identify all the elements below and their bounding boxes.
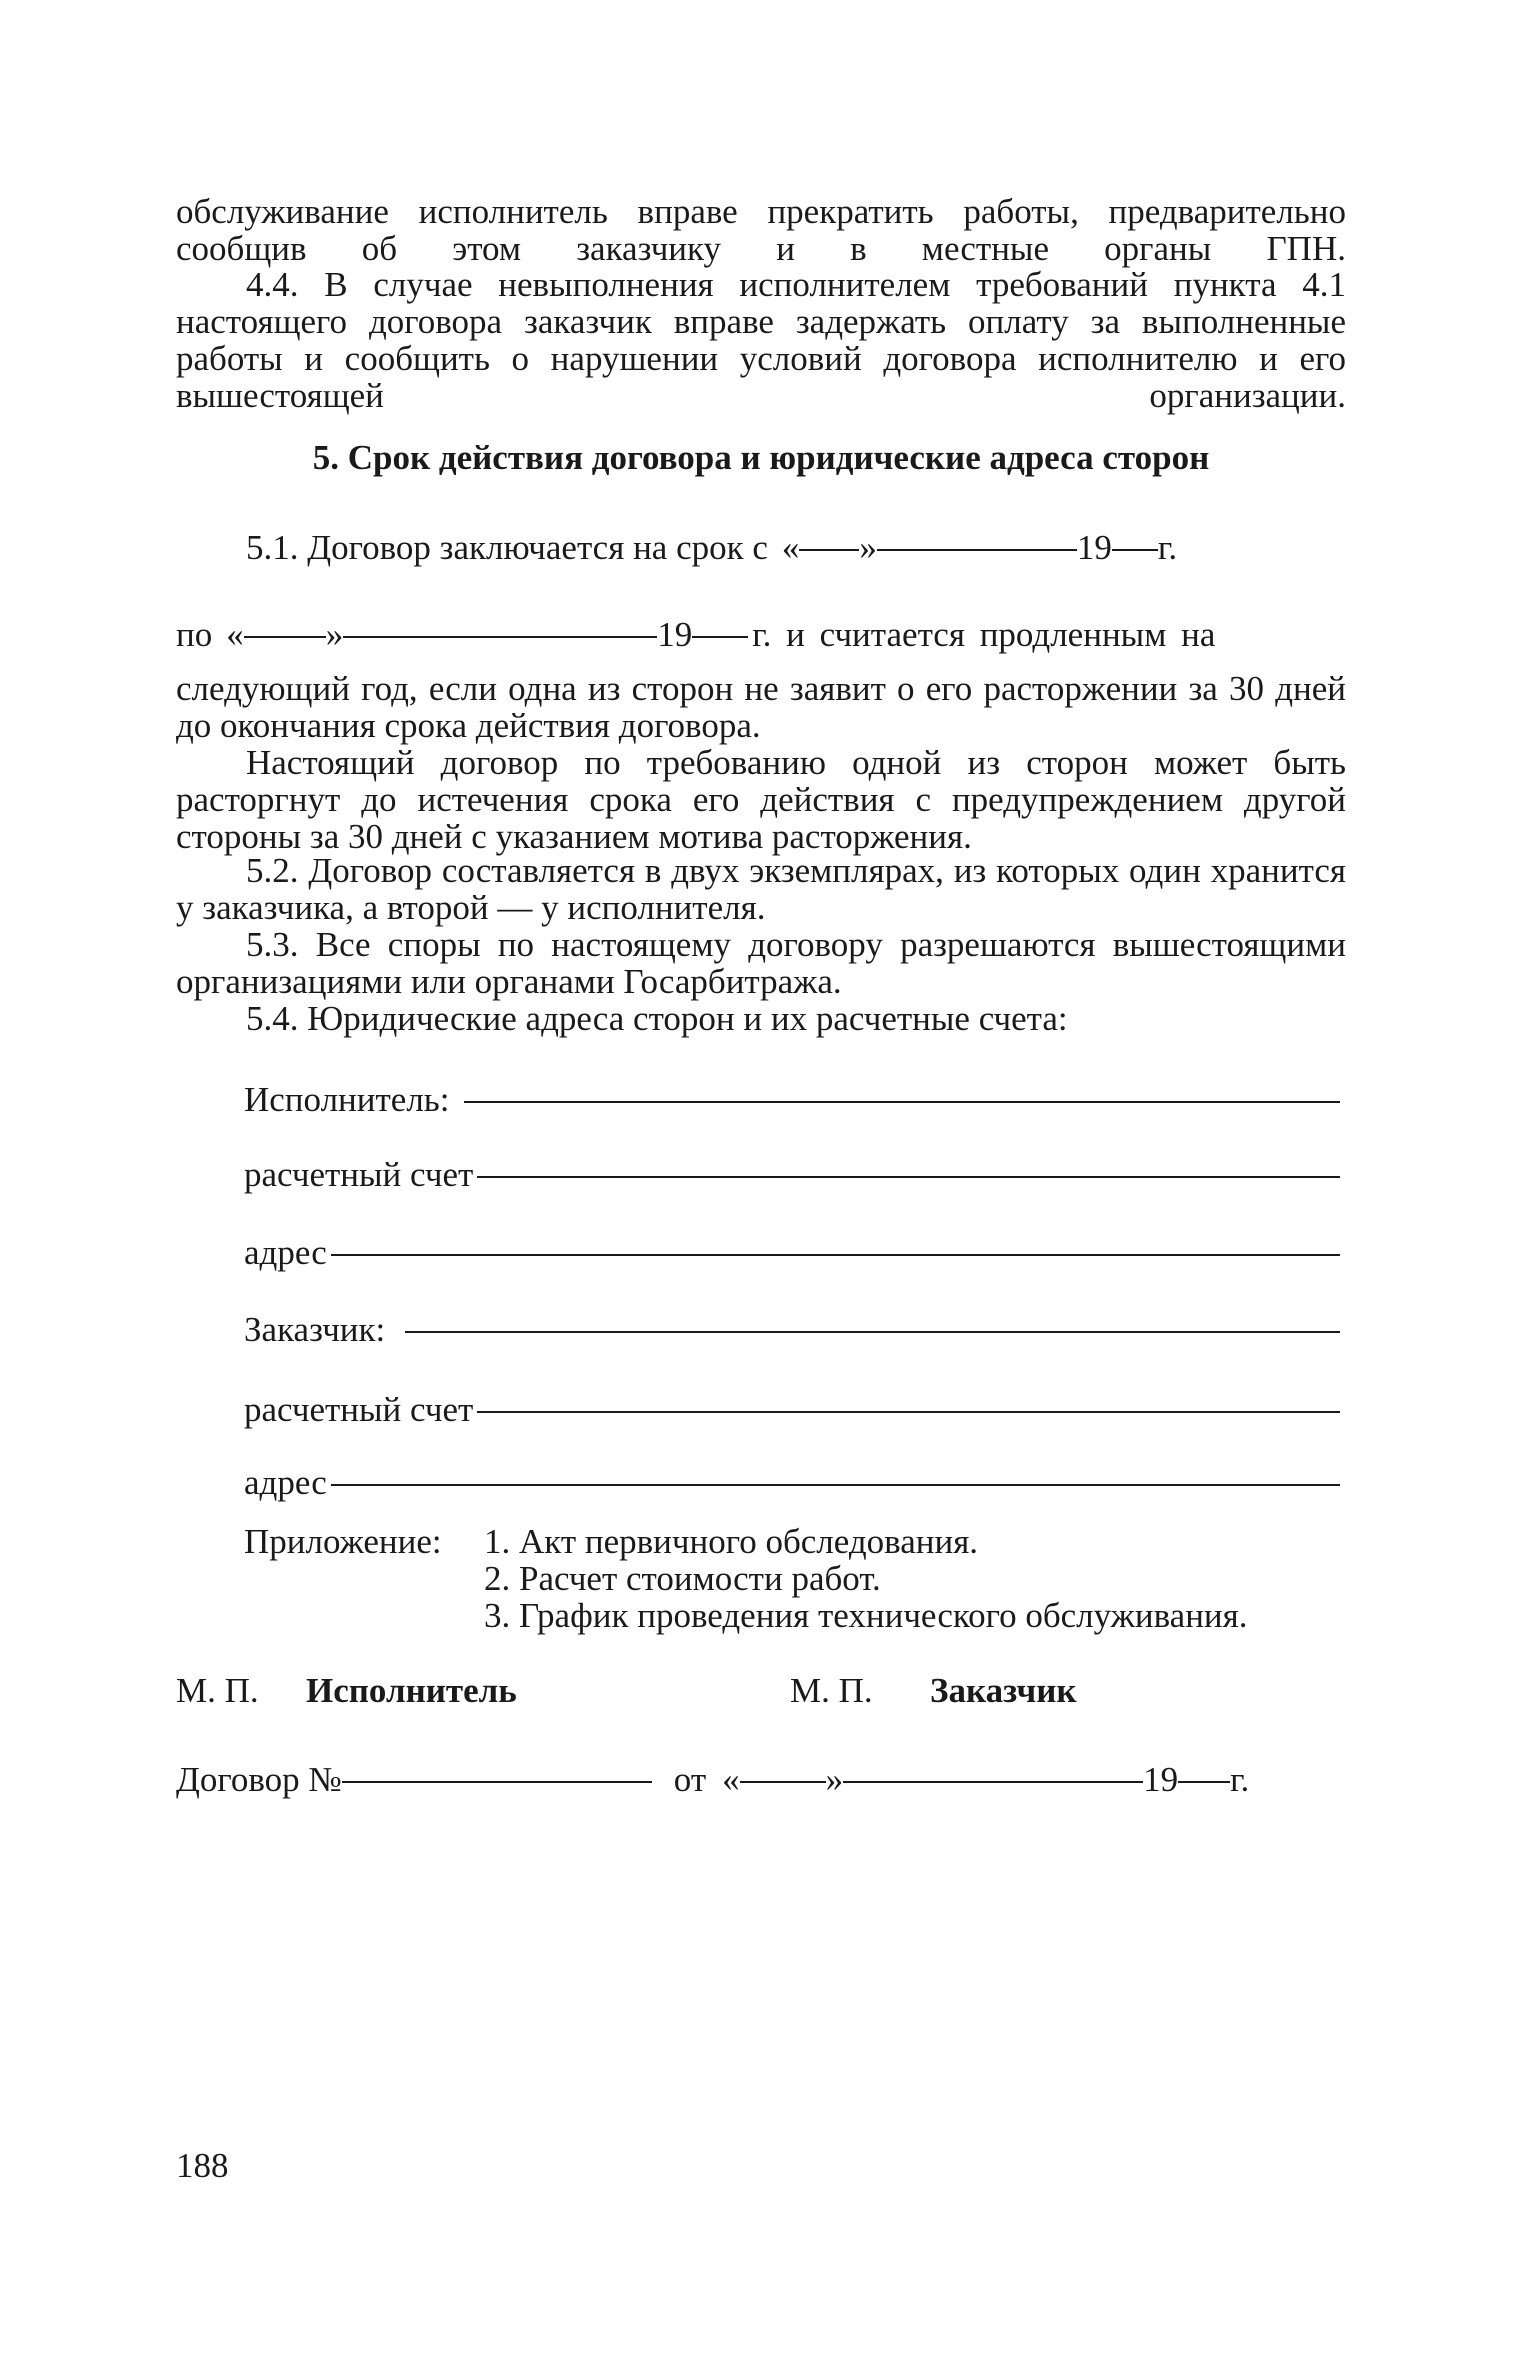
clause-5-1-label: 5.1. Договор заключается на срок с — [246, 528, 768, 567]
customer-label: Заказчик: — [244, 1310, 386, 1349]
contract-year-blank[interactable] — [1178, 1781, 1230, 1783]
customer-account-line[interactable] — [477, 1411, 1340, 1413]
executor-account-line[interactable] — [477, 1176, 1340, 1178]
close-quote: » — [859, 528, 877, 567]
executor-address-field[interactable] — [244, 1233, 1340, 1273]
clause-5-2: 5.2. Договор составляется в двух экземплярах, из которых один хранится у заказчика, а второй — у исполнителя. — [176, 851, 1346, 927]
paragraph-continued: обслуживание исполнитель вправе прекратить работы, предварительно сообщив об этом заказчику и в местные органы ГПН. — [176, 192, 1346, 268]
po-label: по — [176, 615, 213, 654]
contract-number-blank[interactable] — [342, 1781, 652, 1783]
paragraph-4-4: 4.4. В случае невыполнения исполнителем требований пункта 4.1 настоящего договора заказчик вправе задержать оплату за выполненные работы и сообщить о нарушении условий договора исполнителю и его вышестоящей организации. — [176, 265, 1346, 415]
end-month-blank — [343, 636, 657, 638]
executor-signature-label: Исполнитель — [306, 1671, 517, 1710]
open-quote: « — [722, 1760, 740, 1799]
customer-field[interactable] — [244, 1310, 1340, 1350]
executor-address-line[interactable] — [331, 1254, 1340, 1256]
contract-number-line — [176, 1760, 1249, 1800]
start-year-prefix: 19 — [1076, 528, 1112, 567]
executor-account-field[interactable] — [244, 1155, 1340, 1195]
executor-line[interactable] — [464, 1101, 1341, 1103]
section-5-heading: 5. Срок действия договора и юридические адреса сторон — [312, 438, 1210, 477]
appendix-item: 1. Акт первичного обследования. — [484, 1522, 979, 1561]
contract-year-suffix: г. — [1230, 1760, 1250, 1799]
customer-signature-label: Заказчик — [930, 1671, 1077, 1710]
contract-year-prefix: 19 — [1143, 1760, 1179, 1799]
start-month-blank — [877, 549, 1077, 551]
customer-address-label: адрес — [244, 1463, 327, 1502]
close-quote: » — [825, 1760, 844, 1799]
customer-account-field[interactable] — [244, 1390, 1340, 1430]
contract-month-blank[interactable] — [843, 1781, 1143, 1783]
contract-number-label: Договор № — [176, 1760, 342, 1799]
clause-5-1-rest: следующий год, если одна из сторон не заявит о его расторжении за 30 дней до окончания срока действия договора. — [176, 669, 1346, 745]
appendix-label: Приложение: — [244, 1522, 442, 1561]
customer-line[interactable] — [405, 1331, 1340, 1333]
end-year-blank — [692, 636, 748, 638]
customer-account-label: расчетный счет — [244, 1390, 474, 1429]
executor-field[interactable] — [244, 1080, 1340, 1120]
page-number: 188 — [176, 2146, 229, 2185]
start-day-blank — [799, 549, 859, 551]
paragraph-termination: Настоящий договор по требованию одной из сторон может быть расторгнут до истечения срока его действия с предупреждением другой стороны за 30 дней с указанием мотива расторжения. — [176, 743, 1346, 856]
contract-day-blank[interactable] — [740, 1781, 826, 1783]
end-day-blank — [244, 636, 326, 638]
executor-address-label: адрес — [244, 1233, 327, 1272]
customer-address-field[interactable] — [244, 1463, 1340, 1503]
appendix-item: 3. График проведения технического обслуживания. — [484, 1596, 1248, 1635]
customer-address-line[interactable] — [331, 1484, 1340, 1486]
clause-5-4: 5.4. Юридические адреса сторон и их расчетные счета: — [246, 999, 1068, 1038]
start-year-blank — [1112, 549, 1158, 551]
appendix-item: 2. Расчет стоимости работ. — [484, 1559, 881, 1598]
executor-account-label: расчетный счет — [244, 1155, 474, 1194]
close-quote: » — [325, 615, 344, 654]
open-quote: « — [781, 528, 800, 567]
open-quote: « — [226, 615, 244, 654]
contract-from-label: от — [673, 1760, 707, 1799]
end-year-prefix: 19 — [657, 615, 693, 654]
clause-5-1-line-1 — [246, 528, 1177, 568]
start-year-suffix: г. — [1157, 528, 1178, 567]
executor-label: Исполнитель: — [244, 1080, 450, 1119]
clause-5-3: 5.3. Все споры по настоящему договору разрешаются вышестоящими организациями или органами Госарбитража. — [176, 925, 1346, 1001]
stamp-right: М. П. — [790, 1671, 873, 1710]
clause-5-1-mid: г. и считается продленным на — [752, 615, 1216, 654]
clause-5-1-line-2 — [176, 615, 1215, 655]
stamp-left: М. П. — [176, 1671, 259, 1710]
